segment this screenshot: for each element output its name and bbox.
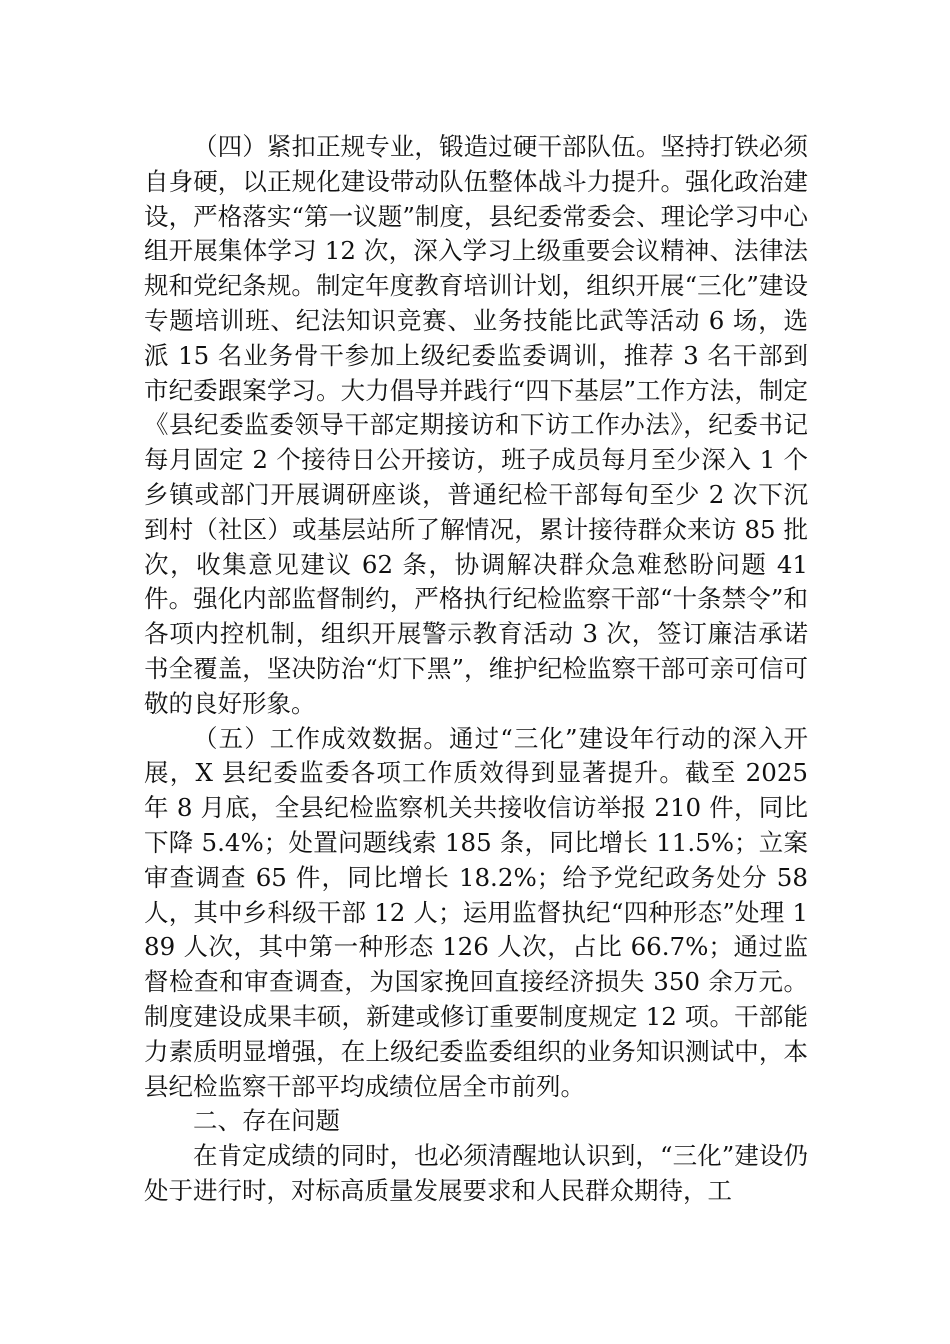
- section-heading-problems: 二、存在问题: [193, 1106, 340, 1136]
- paragraph-work-results: （五）工作成效数据。通过“三化”建设年行动的深入开展，X 县纪委监委各项工作质效得到显著提升。截至 2025 年 8 月底，全县纪检监察机关共接收信访举报 210 件，同比下降 5.4%；处置问题线索 185 条，同比增长 11.5%；立案审查调查 65 件，同比增长 18.2%；给予党纪政务处分 58 人，其中乡科级干部 12 人；运用监督执纪“四种形态”处理 189 人次，其中第一种形态 126 人次，占比 66.7%；通过监督检查和审查调查，为国家挽回直接经济损失 350 余万元。制度建设成果丰硕，新建或修订重要制度规定 12 项。干部能力素质明显增强，在上级纪委监委组织的业务知识测试中，本县纪检监察干部平均成绩位居全市前列。: [144, 723, 808, 1101]
- document-body: [144, 130, 808, 1209]
- paragraph-problems-intro: 在肯定成绩的同时，也必须清醒地认识到，“三化”建设仍处于进行时，对标高质量发展要求和人民群众期待，工: [144, 1141, 808, 1205]
- paragraph-cadre-team: （四）紧扣正规专业，锻造过硬干部队伍。坚持打铁必须自身硬，以正规化建设带动队伍整体战斗力提升。强化政治建设，严格落实“第一议题”制度，县纪委常委会、理论学习中心组开展集体学习 12 次，深入学习上级重要会议精神、法律法规和党纪条规。制定年度教育培训计划，组织开展“三化”建设专题培训班、纪法知识竞赛、业务技能比武等活动 6 场，选派 15 名业务骨干参加上级纪委监委调训，推荐 3 名干部到市纪委跟案学习。大力倡导并践行“四下基层”工作方法，制定《县纪委监委领导干部定期接访和下访工作办法》，纪委书记每月固定 2 个接待日公开接访，班子成员每月至少深入 1 个乡镇或部门开展调研座谈，普通纪检干部每旬至少 2 次下沉到村（社区）或基层站所了解情况，累计接待群众来访 85 批次，收集意见建议 62 条，协调解决群众急难愁盼问题 41 件。强化内部监督制约，严格执行纪检监察干部“十条禁令”和各项内控机制，组织开展警示教育活动 3 次，签订廉洁承诺书全覆盖，坚决防治“灯下黑”，维护纪检监察干部可亲可信可敬的良好形象。: [144, 132, 808, 718]
